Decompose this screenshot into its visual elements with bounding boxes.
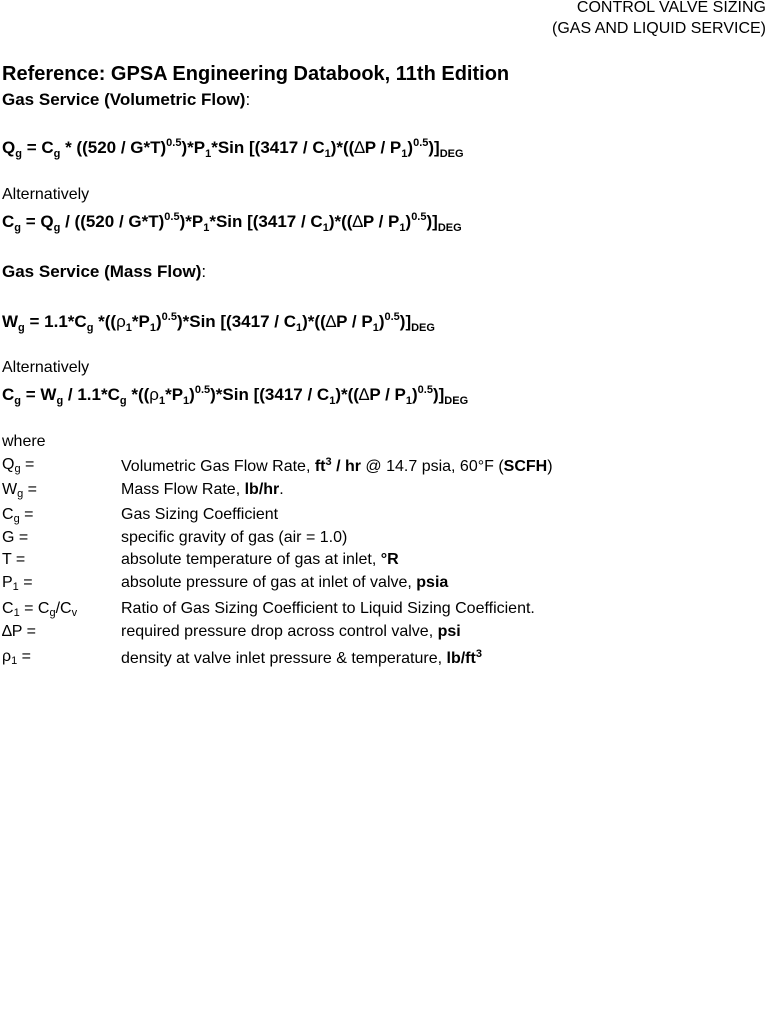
equation-qg: $Q_g = C_g * ((520 / G*T)^{0.5})*P_1*Sin$ $[(3417 / C_1)*((\Delta P / P_1)^{0.5})]_{DEG}$ [2,137,464,160]
def-cg-symbol: $C_g$ = [2,506,34,525]
def-dp-description: required pressure drop across control valve, psi [121,623,461,640]
header-title-line1: CONTROL VALVE SIZING [576,0,766,16]
def-cg-description: Gas Sizing Coefficient [121,506,279,523]
def-qg-description: Volumetric Gas Flow Rate, $ft^3$ / hr @ 14.7 psia, 60°F (SCFH) [121,456,553,475]
def-dp-symbol: ∆P = [2,623,36,640]
def-rho-symbol: $\rho_1$ = [2,648,32,667]
def-c1-symbol: $C_1 = C_g/C_v$ [2,600,78,619]
def-wg-symbol: $W_g$ = [2,481,38,500]
where-label: where [2,433,46,450]
reference-heading: Reference: GPSA Engineering Databook, 11th Edition [2,63,510,85]
equation-wg: $W_g = 1.1*C_g$ $*((\rho_1*P_1)^{0.5})*Sin$ $[(3417 / C_1)*((\Delta P / P_1)^{0.5})]_{DEG}$ [2,311,435,334]
alternatively-label-1: Alternatively [2,186,90,203]
alternatively-label-2: Alternatively [2,359,90,376]
def-rho-description: density at valve inlet pressure & temperature, $lb/ft^3$ [121,648,482,667]
def-t-symbol: T = [2,551,26,568]
def-qg-symbol: $Q_g$ = [2,456,35,475]
gas-mass-heading: Gas Service (Mass Flow): [2,262,207,281]
def-wg-description: Mass Flow Rate, lb/hr. [121,481,284,498]
def-g-description: specific gravity of gas (air = 1.0) [121,529,348,546]
header-title-line2: (GAS AND LIQUID SERVICE) [552,20,766,37]
gas-volumetric-heading: Gas Service (Volumetric Flow): [2,90,251,109]
def-p1-description: absolute pressure of gas at inlet of valve, psia [121,574,449,591]
def-p1-symbol: $P_1$ = [2,574,33,593]
def-c1-description: Ratio of Gas Sizing Coefficient to Liquid Sizing Coefficient. [121,600,535,617]
equation-cg-volumetric: $C_g = Q_g / ((520 / G*T)^{0.5})*P_1*Sin$ $[(3417 / C_1)*((\Delta P / P_1)^{0.5})]_{DEG}$ [2,211,462,234]
def-g-symbol: G = [2,529,29,546]
equation-cg-mass: $C_g = W_g / 1.1*C_g$ $*((\rho_1*P_1)^{0.5})*Sin$ $[(3417 / C_1)*((\Delta P / P_1)^{0.5})]_{DEG}$ [2,384,469,407]
def-t-description: absolute temperature of gas at inlet, °R [121,551,399,568]
